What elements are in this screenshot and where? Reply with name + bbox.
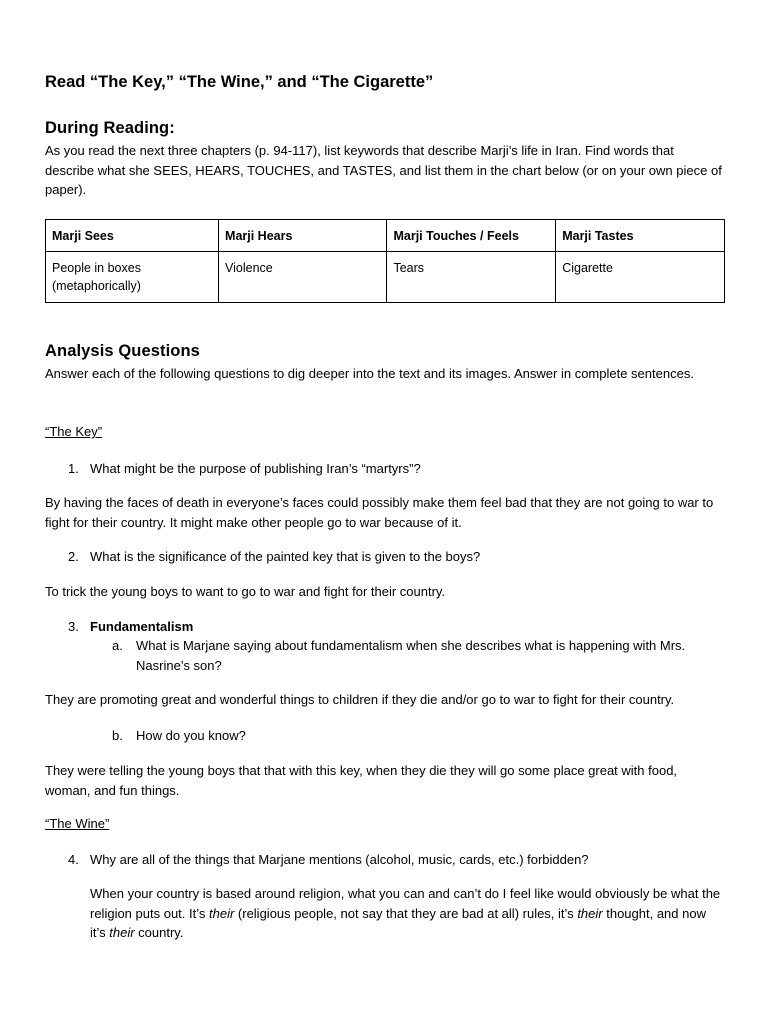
- chart-header-touches: Marji Touches / Feels: [387, 220, 556, 252]
- answer-4-text-4: country.: [134, 925, 184, 940]
- chart-header-row: [46, 220, 725, 252]
- section-the-key: “The Key”: [45, 424, 103, 439]
- answer-3a: They are promoting great and wonderful things to children if they die and/or go to war to fight for their country.: [45, 692, 675, 707]
- answer-4-text-1: When your country is based around religion, what you can and can’t do I feel like would obviously be what the religion puts out. It’s: [90, 886, 721, 921]
- question-3-number: 3.: [68, 619, 79, 634]
- during-reading-heading: During Reading:: [45, 119, 175, 137]
- question-4: Why are all of the things that Marjane mentions (alcohol, music, cards, etc.) forbidden?: [90, 852, 589, 867]
- question-1: What might be the purpose of publishing Iran’s “martyrs”?: [90, 461, 421, 476]
- answer-4-emphasis-3: their: [109, 925, 135, 940]
- answer-4-emphasis-1: their: [209, 905, 235, 921]
- question-3b: How do you know?: [136, 728, 246, 743]
- question-3a-number: a.: [112, 638, 123, 653]
- answer-4: [90, 884, 725, 943]
- chart-cell-sees: People in boxes (metaphorically): [46, 252, 219, 303]
- worksheet-title: Read “The Key,” “The Wine,” and “The Cigarette”: [45, 73, 434, 91]
- answer-3b: They were telling the young boys that that with this key, when they die they will go some place great with food, woman, and fun things.: [45, 763, 678, 798]
- question-3: Fundamentalism: [90, 619, 194, 634]
- analysis-heading: Analysis Questions: [45, 342, 200, 360]
- chart-row: [46, 252, 725, 303]
- chart-cell-hears: Violence: [219, 252, 387, 303]
- question-3b-number: b.: [112, 728, 123, 743]
- chart-header-hears: Marji Hears: [219, 220, 387, 252]
- chart-cell-touches: Tears: [387, 252, 556, 303]
- chart-cell-tastes: Cigarette: [556, 252, 725, 303]
- answer-2: To trick the young boys to want to go to war and fight for their country.: [45, 584, 446, 599]
- chart-header-sees: Marji Sees: [46, 220, 219, 252]
- answer-1: By having the faces of death in everyone’s faces could possibly make them feel bad that they are not going to war to fight for their country. It might make other people go to war because of it.: [45, 495, 714, 530]
- question-2: What is the significance of the painted key that is given to the boys?: [90, 549, 481, 564]
- answer-4-text-3: thought, and now it’s: [90, 905, 706, 940]
- analysis-instructions: Answer each of the following questions to dig deeper into the text and its images. Answer in complete sentences.: [45, 366, 694, 381]
- question-4-number: 4.: [68, 852, 79, 867]
- chart-header-tastes: Marji Tastes: [556, 220, 725, 252]
- section-the-wine: “The Wine”: [45, 816, 110, 831]
- senses-chart: [45, 219, 725, 303]
- question-1-number: 1.: [68, 461, 79, 476]
- question-2-number: 2.: [68, 549, 79, 564]
- answer-4-emphasis-2: their: [577, 905, 603, 921]
- answer-4-text-2: (religious people, not say that they are bad at all) rules, it’s: [234, 905, 578, 921]
- during-reading-instructions: As you read the next three chapters (p. 94-117), list keywords that describe Marji’s life in Iran. Find words that describe what she SEES, HEARS, TOUCHES, and TASTES, and list them in the chart below (or on your own piece of paper).: [45, 143, 722, 197]
- question-3a: What is Marjane saying about fundamentalism when she describes what is happening with Mrs. Nasrine’s son?: [136, 638, 686, 673]
